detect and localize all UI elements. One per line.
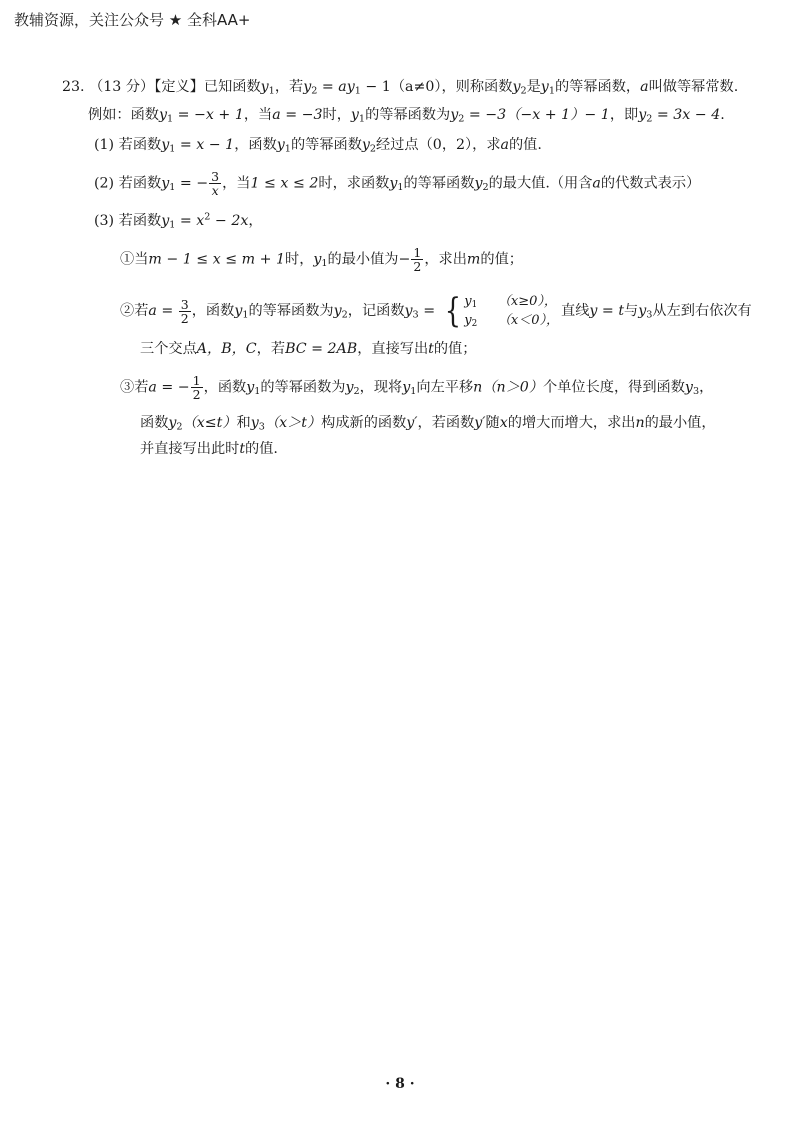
part-1: (1) 若函数$y_1 = x - 1$，函数$y_1$的等幂函数$y_2$经过点（0，2），求a的值. — [94, 137, 542, 155]
part-1-label: (1) — [94, 137, 115, 153]
example-line: 例如：函数$y_1 = -x + 1$，当a = −3时，$y_1$的等幂函数为$y_2 = -3(-x + 1)- 1$，即$y_2 = 3x - 4$. — [88, 107, 725, 125]
part-2-label: (2) — [94, 175, 115, 192]
subpart-1-label: ① — [120, 251, 135, 268]
definition-line: 23. （13 分）【定义】已知函数$y_1$，若$y_2 = ay_1 - 1(a\ne 0)$，则称函数$y_2$是$y_1$的等幂函数，a叫做等幂常数. — [62, 79, 739, 97]
case-1: $y_1$ （x≥0）， — [464, 294, 557, 311]
source-header: 教辅资源，关注公众号 ★ 全科AA+ — [14, 11, 251, 29]
page-number: · 8 · — [385, 1076, 415, 1092]
part-2: (2) 若函数$y_1$ = − $\frac{3}{x}$ ，当1 ≤ x ≤ 2时，求函数$y_1$的等幂函数$y_2$的最大值.（用含a的代数式表示） — [94, 169, 701, 198]
subpart-2-continued: 三个交点A，B，C，若BC = 2AB，直接写出t的值； — [140, 341, 477, 357]
subpart-3: ③若a = − $\frac{1}{2}$ ，函数$y_1$的等幂函数为$y_2$，现将$y_1$向左平移n（n＞0）个单位长度，得到函数$y_3$， — [120, 373, 714, 402]
fraction-3-over-x: $\frac{3}{x}$ — [211, 169, 220, 198]
subpart-1: ①当m − 1 ≤ x ≤ m + 1时，$y_1$的最小值为− $\frac{1}{2}$ ，求出m的值； — [120, 245, 523, 274]
fraction-1-over-2: $\frac{1}{2}$ — [413, 245, 422, 274]
part-3: (3) 若函数$y_1 = x^2 - 2x$， — [94, 211, 263, 231]
question-tag: 【定义】 — [154, 79, 204, 95]
fraction-1-over-2-neg: $\frac{1}{2}$ — [192, 373, 201, 402]
fraction-3-over-2: $\frac{3}{2}$ — [180, 296, 189, 326]
subpart-2-label: ② — [120, 303, 135, 319]
subpart-2: ②若a = $\frac{3}{2}$ ，函数$y_1$的等幂函数为$y_2$，记函数$y_3$ = { $y_1$ （x≥0）， $y_2$ （x＜0）， 直线y = t与$y_3$从左到右依次有 — [120, 291, 752, 331]
subpart-3-continued: 函数$y_2(x\le t)$和$y_3(x>t)$构成新的函数y′，若函数y′随x的增大而增大，求出n的最小值， — [140, 415, 716, 433]
subpart-3-final: 并直接写出此时t的值. — [140, 441, 278, 457]
subpart-3-label: ③ — [120, 379, 135, 396]
question-number: 23. — [62, 79, 85, 95]
part-3-label: (3) — [94, 213, 115, 229]
question-score: （13 分） — [89, 79, 155, 95]
case-2: $y_2$ （x＜0）， — [464, 313, 560, 330]
left-brace: { — [444, 291, 461, 331]
piecewise-function — [442, 292, 559, 330]
